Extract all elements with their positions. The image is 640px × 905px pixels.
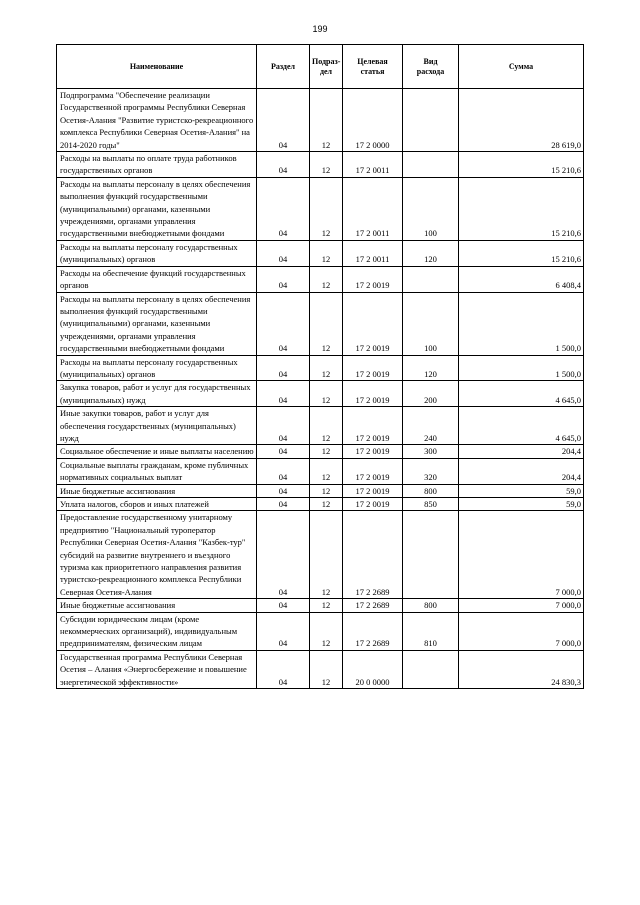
row-article: 17 2 0019 [343, 355, 403, 381]
row-article: 17 2 0019 [343, 498, 403, 511]
table-header-row [57, 45, 584, 89]
row-article: 17 2 0019 [343, 484, 403, 497]
table-row [57, 650, 584, 688]
row-section: 04 [257, 292, 310, 355]
row-expense-type [403, 266, 459, 292]
table-row [57, 152, 584, 178]
row-name: Иные бюджетные ассигнования [57, 484, 257, 497]
row-article: 17 2 0019 [343, 445, 403, 458]
row-name: Расходы на выплаты персоналу в целях обеспечения выполнения функций государственными (муниципальными) органами, казенными учреждениями, органами управления государственными внебюджетными фондами [57, 177, 257, 240]
header-name: Наименование [57, 45, 257, 89]
row-name: Субсидии юридическим лицам (кроме некоммерческих организаций), индивидуальным предпринимателям, физическим лицам [57, 612, 257, 650]
row-name: Иные бюджетные ассигнования [57, 599, 257, 612]
row-name: Закупка товаров, работ и услуг для государственных (муниципальных) нужд [57, 381, 257, 407]
row-name: Уплата налогов, сборов и иных платежей [57, 498, 257, 511]
row-subsection: 12 [310, 484, 343, 497]
row-expense-type: 240 [403, 407, 459, 445]
row-section: 04 [257, 511, 310, 599]
row-expense-type: 200 [403, 381, 459, 407]
row-subsection: 12 [310, 381, 343, 407]
row-name: Расходы на выплаты персоналу государственных (муниципальных) органов [57, 240, 257, 266]
row-amount: 28 619,0 [459, 89, 584, 152]
row-subsection: 12 [310, 612, 343, 650]
row-name: Расходы на обеспечение функций государственных органов [57, 266, 257, 292]
row-article: 17 2 2689 [343, 612, 403, 650]
row-subsection: 12 [310, 292, 343, 355]
row-subsection: 12 [310, 445, 343, 458]
row-amount: 59,0 [459, 484, 584, 497]
row-article: 17 2 0011 [343, 240, 403, 266]
row-expense-type: 320 [403, 458, 459, 484]
row-expense-type: 300 [403, 445, 459, 458]
row-amount: 6 408,4 [459, 266, 584, 292]
row-subsection: 12 [310, 355, 343, 381]
row-expense-type [403, 650, 459, 688]
budget-table [56, 44, 584, 689]
row-section: 04 [257, 381, 310, 407]
row-subsection: 12 [310, 240, 343, 266]
row-amount: 24 830,3 [459, 650, 584, 688]
row-section: 04 [257, 650, 310, 688]
row-subsection: 12 [310, 511, 343, 599]
row-expense-type: 100 [403, 177, 459, 240]
row-amount: 1 500,0 [459, 292, 584, 355]
row-article: 17 2 0011 [343, 177, 403, 240]
header-section: Раздел [257, 45, 310, 89]
row-name: Расходы на выплаты персоналу государственных (муниципальных) органов [57, 355, 257, 381]
row-expense-type: 800 [403, 484, 459, 497]
table-row [57, 599, 584, 612]
row-subsection: 12 [310, 177, 343, 240]
table-row [57, 498, 584, 511]
table-row [57, 355, 584, 381]
row-section: 04 [257, 266, 310, 292]
row-article: 17 2 0019 [343, 266, 403, 292]
row-article: 17 2 0019 [343, 407, 403, 445]
row-name: Иные закупки товаров, работ и услуг для обеспечения государственных (муниципальных) нужд [57, 407, 257, 445]
row-expense-type [403, 152, 459, 178]
table-row [57, 381, 584, 407]
row-amount: 1 500,0 [459, 355, 584, 381]
row-article: 17 2 0019 [343, 292, 403, 355]
row-section: 04 [257, 152, 310, 178]
table-row [57, 612, 584, 650]
row-article: 20 0 0000 [343, 650, 403, 688]
table-row [57, 484, 584, 497]
row-amount: 4 645,0 [459, 381, 584, 407]
row-name: Расходы на выплаты по оплате труда работников государственных органов [57, 152, 257, 178]
row-subsection: 12 [310, 498, 343, 511]
row-amount: 7 000,0 [459, 612, 584, 650]
row-subsection: 12 [310, 599, 343, 612]
row-expense-type: 100 [403, 292, 459, 355]
row-name: Расходы на выплаты персоналу в целях обеспечения выполнения функций государственными (муниципальными) органами, казенными учреждениями, органами управления государственными внебюджетными фондами [57, 292, 257, 355]
row-subsection: 12 [310, 152, 343, 178]
row-name: Государственная программа Республики Северная Осетия – Алания «Энергосбережение и повышение энергетической эффективности» [57, 650, 257, 688]
row-article: 17 2 0019 [343, 458, 403, 484]
row-subsection: 12 [310, 89, 343, 152]
table-row [57, 511, 584, 599]
row-name: Социальные выплаты гражданам, кроме публичных нормативных социальных выплат [57, 458, 257, 484]
row-article: 17 2 2689 [343, 599, 403, 612]
row-name: Социальное обеспечение и иные выплаты населению [57, 445, 257, 458]
row-amount: 204,4 [459, 445, 584, 458]
row-amount: 15 210,6 [459, 177, 584, 240]
row-section: 04 [257, 177, 310, 240]
table-row [57, 89, 584, 152]
table-row [57, 240, 584, 266]
row-section: 04 [257, 407, 310, 445]
row-subsection: 12 [310, 650, 343, 688]
row-article: 17 2 2689 [343, 511, 403, 599]
row-name: Подпрограмма "Обеспечение реализации Государственной программы Республики Северная Осетия-Алания "Развитие туристско-рекреационного комплекса Республики Северная Осетия-Алания" на 2014-2020 годы" [57, 89, 257, 152]
row-subsection: 12 [310, 407, 343, 445]
row-expense-type [403, 89, 459, 152]
table-row [57, 445, 584, 458]
row-amount: 4 645,0 [459, 407, 584, 445]
row-expense-type: 800 [403, 599, 459, 612]
row-name: Предоставление государственному унитарному предприятию "Национальный туроператор Республики Северная Осетия-Алания "Казбек-тур" субсидий на развитие внутреннего и въездного туризма как приоритетного направления развития туристско-рекреационного комплекса Республики Северная Осетия-Алания [57, 511, 257, 599]
table-row [57, 407, 584, 445]
row-section: 04 [257, 458, 310, 484]
table-row [57, 292, 584, 355]
table-row [57, 266, 584, 292]
row-amount: 7 000,0 [459, 511, 584, 599]
row-section: 04 [257, 89, 310, 152]
row-section: 04 [257, 484, 310, 497]
row-section: 04 [257, 355, 310, 381]
row-article: 17 2 0000 [343, 89, 403, 152]
row-amount: 15 210,6 [459, 152, 584, 178]
row-amount: 15 210,6 [459, 240, 584, 266]
header-subsection: Подраз- дел [310, 45, 343, 89]
table-row [57, 177, 584, 240]
row-section: 04 [257, 498, 310, 511]
row-expense-type: 810 [403, 612, 459, 650]
header-amount: Сумма [459, 45, 584, 89]
row-amount: 7 000,0 [459, 599, 584, 612]
page-number: 199 [312, 24, 328, 34]
row-article: 17 2 0011 [343, 152, 403, 178]
row-expense-type [403, 511, 459, 599]
row-expense-type: 120 [403, 240, 459, 266]
row-section: 04 [257, 599, 310, 612]
row-subsection: 12 [310, 458, 343, 484]
row-expense-type: 120 [403, 355, 459, 381]
row-amount: 204,4 [459, 458, 584, 484]
header-expense-type: Вид расхода [403, 45, 459, 89]
row-subsection: 12 [310, 266, 343, 292]
row-section: 04 [257, 612, 310, 650]
row-article: 17 2 0019 [343, 381, 403, 407]
table-row [57, 458, 584, 484]
row-section: 04 [257, 240, 310, 266]
row-section: 04 [257, 445, 310, 458]
row-amount: 59,0 [459, 498, 584, 511]
header-target-article: Целевая статья [343, 45, 403, 89]
row-expense-type: 850 [403, 498, 459, 511]
